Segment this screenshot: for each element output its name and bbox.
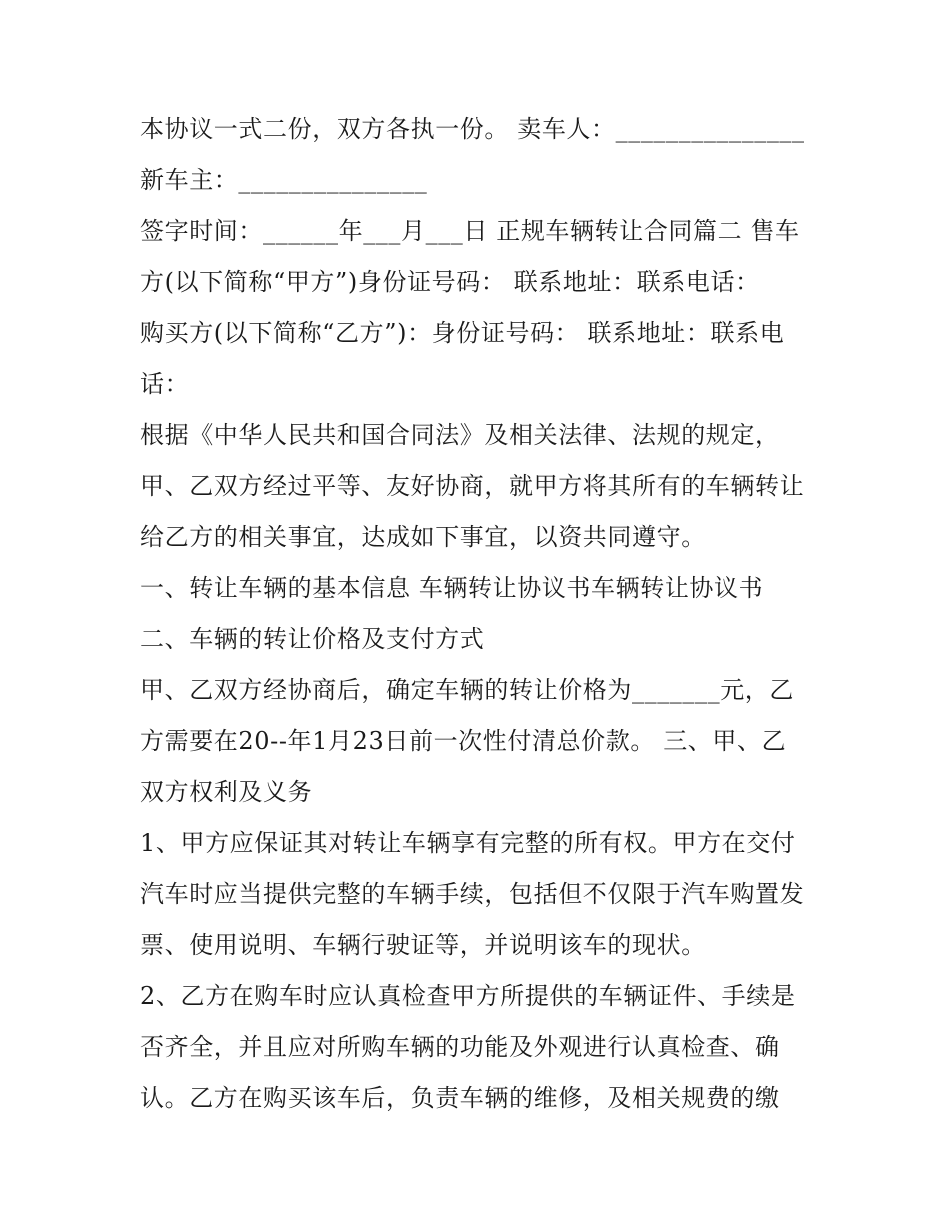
- text-line: 2、乙方在购车时应认真检查甲方所提供的车辆证件、手续是: [140, 982, 796, 1010]
- text-line: 给乙方的相关事宜，达成如下事宜，以资共同遵守。: [140, 523, 706, 551]
- text-line: 话：: [140, 370, 190, 398]
- text-line: 认。乙方在购买该车后，负责车辆的维修，及相关规费的缴: [140, 1084, 780, 1112]
- text-line: 票、使用说明、车辆行驶证等，并说明该车的现状。: [140, 931, 706, 959]
- text-line: 1、甲方应保证其对转让车辆享有完整的所有权。甲方在交付: [140, 829, 796, 857]
- document-body: [140, 104, 830, 1124]
- text-line: 本协议一式二份，双方各执一份。 卖车人：_______________: [140, 115, 805, 143]
- text-line: 否齐全，并且应对所购车辆的功能及外观进行认真检查、确: [140, 1033, 780, 1061]
- text-line: 新车主：_______________: [140, 166, 428, 194]
- text-line: 双方权利及义务: [140, 778, 313, 806]
- text-line: 甲、乙双方经协商后，确定车辆的转让价格为_______元，乙: [140, 676, 794, 704]
- text-line: 购买方(以下简称“乙方”)：身份证号码： 联系地址：联系电: [140, 319, 785, 347]
- text-line: 方需要在20--年1月23日前一次性付清总价款。 三、甲、乙: [140, 727, 787, 755]
- text-line: 汽车时应当提供完整的车辆手续，包括但不仅限于汽车购置发: [140, 880, 805, 908]
- section-heading: 二、车辆的转让价格及支付方式: [140, 625, 485, 653]
- text-line: 甲、乙双方经过平等、友好协商，就甲方将其所有的车辆转让: [140, 472, 805, 500]
- text-line: 根据《中华人民共和国合同法》及相关法律、法规的规定，: [140, 421, 780, 449]
- section-heading: 一、转让车辆的基本信息 车辆转让协议书车辆转让协议书: [140, 574, 764, 602]
- text-line: 签字时间：______年___月___日 正规车辆转让合同篇二 售车: [140, 217, 800, 245]
- text-line: 方(以下简称“甲方”)身份证号码： 联系地址：联系电话：: [140, 268, 760, 296]
